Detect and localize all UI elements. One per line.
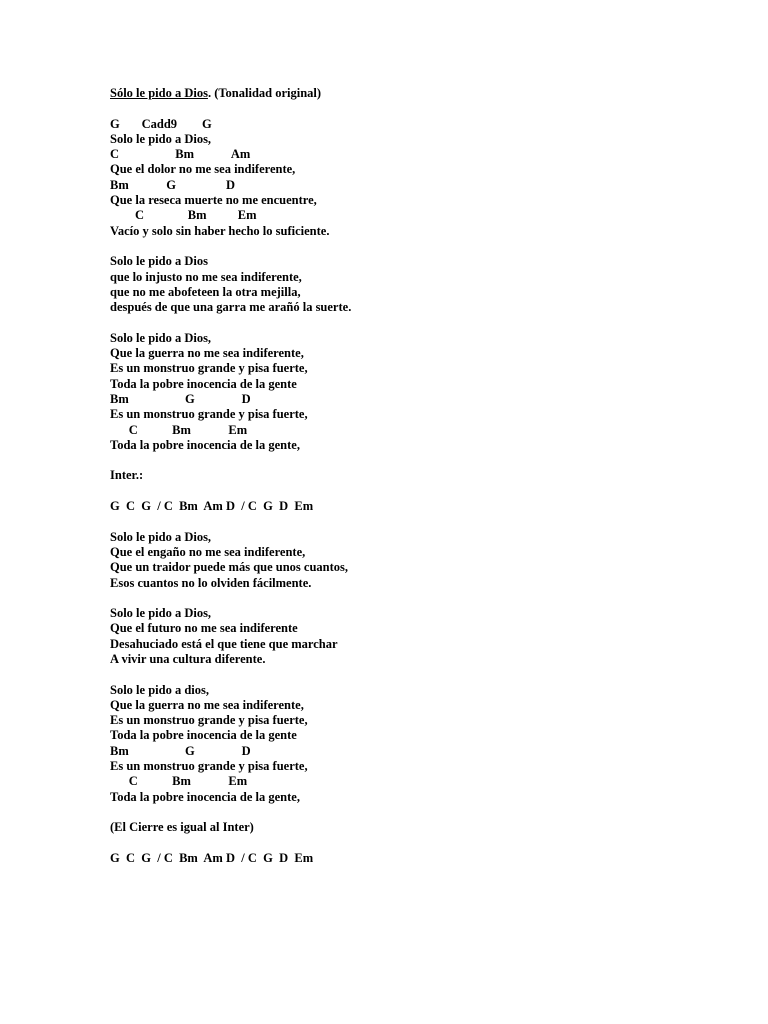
lyric-line: Que la reseca muerte no me encuentre, <box>110 193 317 208</box>
lyric-line: Es un monstruo grande y pisa fuerte, <box>110 361 308 376</box>
lyric-line: Toda la pobre inocencia de la gente <box>110 728 297 743</box>
song-lines <box>110 101 730 866</box>
lyric-line: Que la guerra no me sea indiferente, <box>110 346 304 361</box>
lyric-line: que no me abofeteen la otra mejilla, <box>110 284 301 299</box>
chord-line: C Bm Em <box>110 422 248 437</box>
chord-line: Bm G D <box>110 177 235 192</box>
lyric-line: Solo le pido a Dios, <box>110 330 212 345</box>
lyric-line: Que el engaño no me sea indiferente, <box>110 544 306 559</box>
lyric-line: Que un traidor puede más que unos cuantos, <box>110 560 349 575</box>
blank-line <box>110 836 730 851</box>
chord-line: G C G / C Bm Am D / C G D Em <box>110 850 314 865</box>
song-title: Sólo le pido a Dios <box>110 86 208 100</box>
lyric-line: Toda la pobre inocencia de la gente <box>110 376 297 391</box>
song-sheet <box>110 86 730 866</box>
lyric-line: Solo le pido a Dios, <box>110 131 212 146</box>
lyric-line: Que el dolor no me sea indiferente, <box>110 162 296 177</box>
lyric-line: Vacío y solo sin haber hecho lo suficiente. <box>110 223 330 238</box>
lyric-line: que lo injusto no me sea indiferente, <box>110 269 302 284</box>
lyric-line: Solo le pido a Dios <box>110 254 208 269</box>
lyric-line: (El Cierre es igual al Inter) <box>110 820 254 835</box>
song-title-line <box>110 86 730 101</box>
lyric-line: Solo le pido a Dios, <box>110 529 212 544</box>
lyric-line: Es un monstruo grande y pisa fuerte, <box>110 759 308 774</box>
lyric-line: Solo le pido a Dios, <box>110 606 212 621</box>
blank-line <box>110 315 730 330</box>
lyric-line: Que el futuro no me sea indiferente <box>110 621 298 636</box>
lyric-line: Es un monstruo grande y pisa fuerte, <box>110 713 308 728</box>
lyric-line: Toda la pobre inocencia de la gente, <box>110 437 300 452</box>
chord-line: Bm G D <box>110 743 251 758</box>
song-title-note: . (Tonalidad original) <box>207 86 322 100</box>
blank-line <box>110 101 730 116</box>
lyric-line: después de que una garra me arañó la suerte. <box>110 300 352 315</box>
chord-line: Bm G D <box>110 391 251 406</box>
lyric-line: Esos cuantos no lo olviden fácilmente. <box>110 575 312 590</box>
chord-line: G Cadd9 G <box>110 116 212 131</box>
chord-line: C Bm Am <box>110 147 251 162</box>
chord-line: G C G / C Bm Am D / C G D Em <box>110 499 314 514</box>
lyric-line: Toda la pobre inocencia de la gente, <box>110 789 300 804</box>
chord-line: C Bm Em <box>110 208 257 223</box>
lyric-line: Desahuciado está el que tiene que marchar <box>110 636 338 651</box>
lyric-line: Que la guerra no me sea indiferente, <box>110 697 304 712</box>
lyric-line: Es un monstruo grande y pisa fuerte, <box>110 407 308 422</box>
blank-line <box>110 667 730 682</box>
lyric-line: A vivir una cultura diferente. <box>110 651 266 666</box>
blank-line <box>110 239 730 254</box>
blank-line <box>110 805 730 820</box>
blank-line <box>110 591 730 606</box>
blank-line <box>110 453 730 468</box>
lyric-line: Solo le pido a dios, <box>110 682 209 697</box>
blank-line <box>110 514 730 529</box>
lyric-line: Inter.: <box>110 468 144 483</box>
blank-line <box>110 484 730 499</box>
chord-line: C Bm Em <box>110 774 248 789</box>
